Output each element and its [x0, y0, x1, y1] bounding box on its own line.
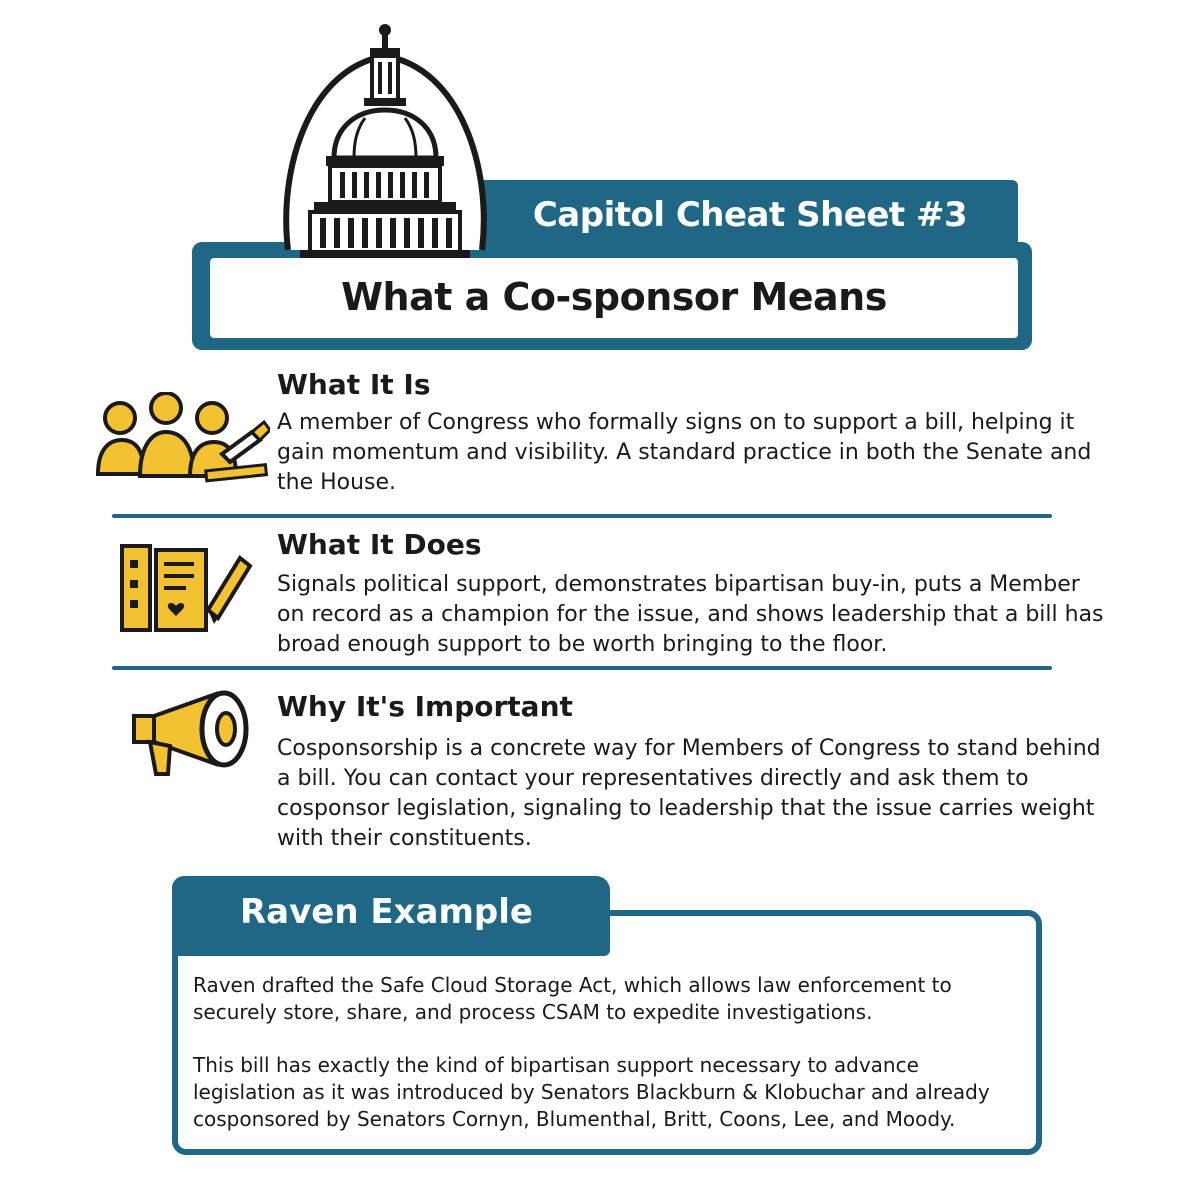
- section-body-why-its-important: Cosponsorship is a concrete way for Members of Congress to stand behind a bill. You can contact your representatives directly and ask them to cosponsor legislation, signaling to leadership that the issue carries weight with their constituents.: [277, 736, 1101, 851]
- example-paragraph: Raven drafted the Safe Cloud Storage Act, which allows law enforcement to securely store, share, and process CSAM to expedite investigations.: [193, 973, 952, 1024]
- example-paragraph: This bill has exactly the kind of bipartisan support necessary to advance legislation as it was introduced by Senators Blackburn & Klobuchar and already cosponsored by Senators Cornyn, Blumenthal, Britt, Coons, Lee, and Moody.: [193, 1053, 990, 1131]
- section-title-why-its-important: Why It's Important: [277, 690, 573, 723]
- section-body-what-it-does: Signals political support, demonstrates bipartisan buy-in, puts a Member on record as a champion for the issue, and shows leadership that a bill has broad enough support to be worth bringing to the floor.: [277, 572, 1104, 657]
- example-label: Raven Example: [240, 892, 533, 932]
- documents-pen-icon: [116, 540, 256, 632]
- section-divider: [112, 666, 1052, 670]
- series-title: Capitol Cheat Sheet #3: [532, 195, 968, 235]
- section-divider: [112, 514, 1052, 518]
- page-title: What a Co-sponsor Means: [341, 275, 887, 319]
- people-signing-icon: [94, 392, 270, 484]
- section-body-what-it-is: A member of Congress who formally signs on to support a bill, helping it gain momentum and visibility. A standard practice in both the Senate and the House.: [277, 410, 1092, 495]
- capitol-dome-icon: [270, 18, 500, 268]
- section-title-what-it-is: What It Is: [277, 368, 431, 401]
- megaphone-icon: [126, 686, 256, 778]
- section-title-what-it-does: What It Does: [277, 528, 482, 561]
